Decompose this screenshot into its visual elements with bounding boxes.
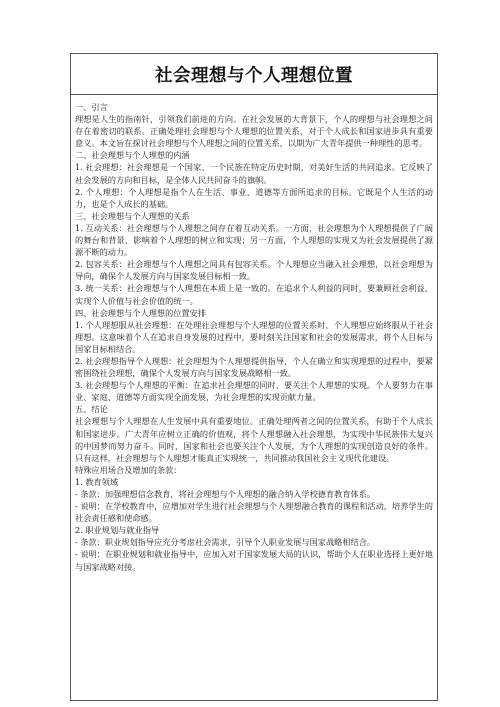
paragraph: 1. 个人理想服从社会理想：在处理社会理想与个人理想的位置关系时，个人理想应始终服从于社会理想。这意味着个人在追求自身发展的过程中，要时刻关注国家和社会的发展需求，将个人目标与国家目标相结合。 (75, 319, 433, 354)
paragraph: 1. 社会理想：社会理想是一个国家、一个民族在特定历史时期，对美好生活的共同追求。它反映了社会发展的方向和目标，是全体人民共同奋斗的旗帜。 (75, 162, 433, 185)
paragraph: 理想是人生的指南针，引领我们前进的方向。在社会发展的大背景下，个人的理想与社会理想之间存在着密切的联系。正确处理社会理想与个人理想的位置关系，对于个人成长和国家进步具有重要意义。本文旨在探讨社会理想与个人理想之间的位置关系，以期为广大青年提供一种理性的思考。 (75, 114, 433, 149)
section-heading-conclusion: 五、结论 (75, 404, 108, 415)
section-heading-connotation: 二、社会理想与个人理想的内涵 (75, 150, 190, 161)
document-frame (70, 53, 438, 701)
title-row (71, 54, 437, 95)
paragraph: 2. 个人理想：个人理想是指个人在生活、事业、道德等方面所追求的目标。它既是个人生活的动力，也是个人成长的基础。 (75, 186, 433, 209)
section-heading-arrangement: 四、社会理想与个人理想的位置安排 (75, 307, 207, 318)
document-title: 社会理想与个人理想位置 (155, 65, 353, 86)
paragraph: 2. 包容关系：社会理想与个人理想之间具有包容关系。个人理想应当融入社会理想，以社会理想为导向，确保个人发展方向与国家发展目标相一致。 (75, 259, 433, 282)
paragraph: 3. 社会理想与个人理想的平衡：在追求社会理想的同时，要关注个人理想的实现。个人要努力在事业、家庭、道德等方面实现全面发展，为社会理想的实现贡献力量。 (75, 380, 433, 403)
paragraph: 社会理想与个人理想在人生发展中具有重要地位。正确处理两者之间的位置关系，有助于个人成长和国家进步。广大青年应树立正确的价值观，将个人理想融入社会理想，为实现中华民族伟大复兴的中国梦而努力奋斗。同时，国家和社会也要关注个人发展，为个人理想的实现创造良好的条件。只有这样，社会理想与个人理想才能真正实现统一，共同推动我国社会主义现代化建设。 (75, 416, 433, 463)
paragraph: 2. 社会理想指导个人理想：社会理想为个人理想提供指导，个人在确立和实现理想的过程中，要紧密围绕社会理想，确保个人发展方向与国家发展战略相一致。 (75, 355, 433, 379)
subheading-education: 1. 教育领域 (75, 476, 119, 487)
special-clauses-heading: 特殊应用场合及增加的条款： (75, 464, 182, 475)
clause-item: - 条款：加强理想信念教育，将社会理想与个人理想的融合纳入学校德育教育体系。 (75, 489, 376, 499)
clause-item: - 说明：在学校教育中，应增加对学生进行社会理想与个人理想融合教育的课程和活动，培养学生的社会责任感和使命感。 (75, 501, 433, 524)
document-body (71, 95, 437, 573)
section-heading-relation: 三、社会理想与个人理想的关系 (75, 210, 190, 221)
clause-item: - 说明：在职业规划和就业指导中，应加入对于国家发展大局的认识，帮助个人在职业选择上更好地与国家战略对接。 (75, 549, 433, 572)
section-heading-intro: 一、引言 (75, 102, 108, 112)
clause-item: - 条款：职业规划指导应充分考虑社会需求，引导个人职业发展与国家战略相结合。 (75, 537, 376, 548)
subheading-career: 2. 职业规划与就业指导 (75, 525, 160, 536)
paragraph: 1. 互动关系：社会理想与个人理想之间存在着互动关系。一方面，社会理想为个人理想提供了广阔的舞台和背景，影响着个人理想的树立和实现；另一方面，个人理想的实现又为社会发展提供了源源不断的动力。 (75, 222, 433, 258)
paragraph: 3. 统一关系：社会理想与个人理想在本质上是一致的。在追求个人利益的同时，要兼顾社会利益，实现个人价值与社会价值的统一。 (75, 283, 433, 306)
